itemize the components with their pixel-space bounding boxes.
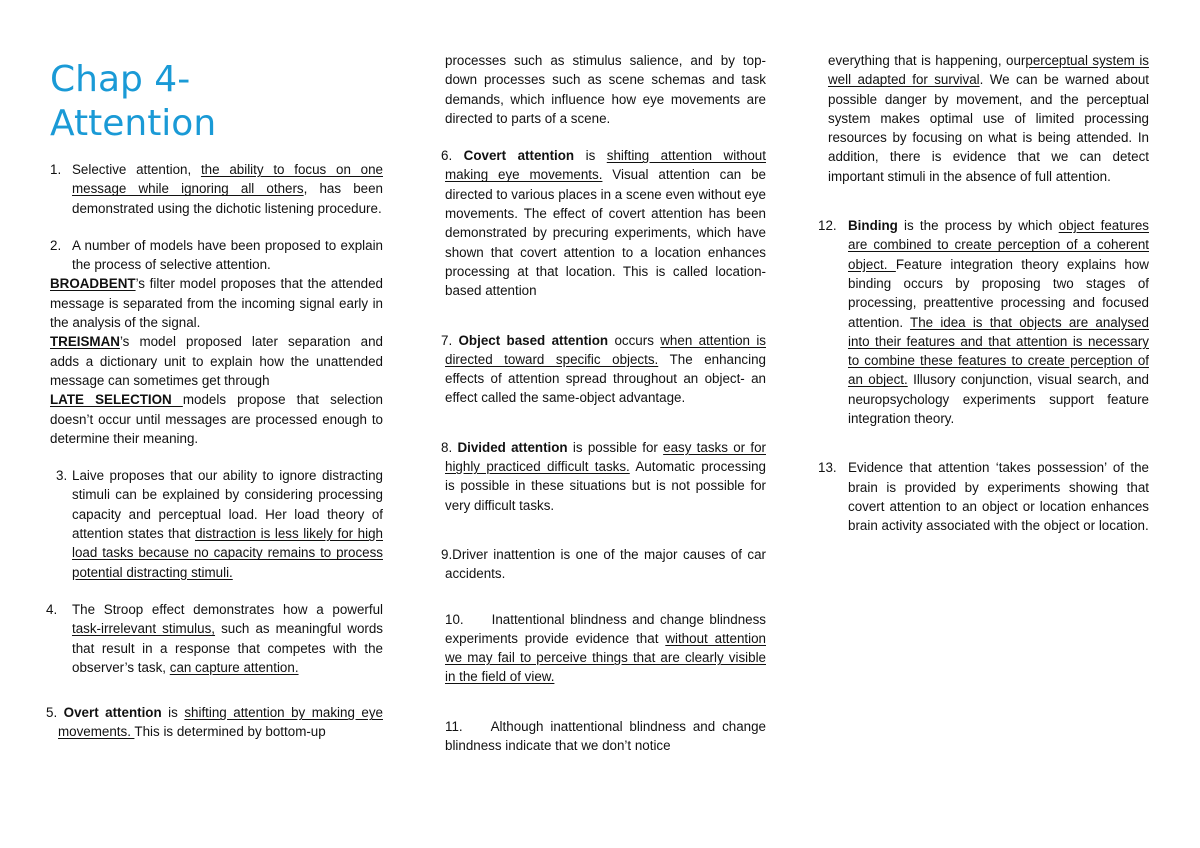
treisman-paragraph xyxy=(50,332,383,390)
item-text: is possible for xyxy=(567,439,664,455)
item-text: A number of models have been proposed to explain the process of selective attention. xyxy=(72,237,383,273)
item-text: Automatic processing is possible in these situations but is not possible for very difficult tasks. xyxy=(445,459,767,513)
item-text: occurs xyxy=(608,332,661,348)
late-selection-text: models propose that selection doesn’t occur until messages are processed enough to determine their meaning. xyxy=(50,392,383,446)
broadbent-paragraph xyxy=(50,274,383,332)
item-underline: perceptual system is well adapted for survival xyxy=(828,53,1149,88)
item-term: Overt attention xyxy=(63,705,162,721)
item-3 xyxy=(50,466,383,582)
item-text: Visual attention can be directed to various places in a scene even without eye movements. The effect of covert attention has been demonstrated by precuring experiments, which have shown that covert attention to a location enhances processing at that location. This is called location-based attention xyxy=(445,167,766,299)
item-text: Driver inattention is one of the major causes of car accidents. xyxy=(445,546,766,582)
item-number: 4. xyxy=(46,601,58,617)
item-number: 9. xyxy=(441,546,453,562)
item-text: Evidence that attention ‘takes possession’ of the brain is provided by experiments showing that covert attention to an object or location enhances brain activity associated with the object or location. xyxy=(848,460,1149,534)
item-4 xyxy=(46,600,383,677)
item-2 xyxy=(50,236,383,275)
item-1 xyxy=(50,160,383,218)
item-9 xyxy=(441,545,766,584)
broadbent-text: ’s filter model proposes that the attended message is separated from the incoming signal early in the analysis of the signal. xyxy=(50,276,383,331)
item-number: 10. xyxy=(445,611,464,627)
column-1 xyxy=(46,50,383,742)
item-13 xyxy=(818,458,1149,535)
item-6 xyxy=(441,146,766,300)
item-term: Covert attention xyxy=(463,148,575,164)
item-text: is xyxy=(161,705,185,721)
item-8 xyxy=(441,438,767,515)
column-3 xyxy=(818,51,1149,536)
item-number: 2. xyxy=(50,237,62,253)
item-underline: without attention we may fail to perceive things that are clearly visible in the field of view. xyxy=(445,630,766,685)
item-number: 1. xyxy=(50,162,62,177)
page-title xyxy=(50,58,383,146)
item-underline: when attention is directed toward specific objects. xyxy=(445,332,766,367)
item-number: 13. xyxy=(818,460,837,476)
item-underline: object features are combined to create perception of a coherent object. xyxy=(848,218,1149,272)
title-line-1: Chap 4- xyxy=(50,59,191,100)
item-11-continued xyxy=(828,51,1149,186)
title-line-2: Attention xyxy=(50,103,217,144)
item-underline: The idea is that objects are analysed into their features and that attention is necessary to combine these features to create perception of an object. xyxy=(848,314,1149,388)
item-underline: the ability to focus on one message while ignoring all others xyxy=(72,162,383,197)
item-term: Divided attention xyxy=(457,439,568,455)
item-underline: shifting attention by making eye movements. xyxy=(58,705,383,740)
item-text: Laive proposes that our ability to ignore distracting stimuli can be explained by considering processing capacity and perceptual load. Her load theory of attention states that xyxy=(72,468,383,542)
item-underline: can capture attention. xyxy=(169,659,299,675)
item-7 xyxy=(441,331,766,408)
item-text: . We can be warned about possible danger by movement, and the perceptual system makes optimal use of limited processing resources by focusing on what is being attended. In addition, there is evidence that we can detect important stimuli in the absence of full attention. xyxy=(828,72,1149,184)
item-number: 8. xyxy=(441,439,453,455)
item-text: is xyxy=(574,148,607,164)
item-text: This is determined by bottom-up xyxy=(134,724,326,740)
item-12 xyxy=(818,216,1149,428)
item-5-continued: processes such as stimulus salience, and by top-down processes such as scene schemas and task demands, which influence how eye movements are directed to parts of a scene. xyxy=(445,53,766,126)
item-11 xyxy=(445,717,766,756)
treisman-name: TREISMAN xyxy=(50,334,120,350)
item-number: 6. xyxy=(441,148,453,164)
item-underline: task-irrelevant stimulus, xyxy=(72,621,216,637)
item-underline: easy tasks or for highly practiced difficult tasks. xyxy=(445,439,766,475)
item-text: such as meaningful words that result in a response that competes with the observer’s task, xyxy=(72,621,383,675)
late-selection-name: LATE SELECTION xyxy=(50,392,183,408)
item-10 xyxy=(445,610,766,687)
item-number: 11. xyxy=(445,718,463,734)
item-number: 12. xyxy=(818,218,837,234)
item-text: Illusory conjunction, visual search, and neuropsychology experiments support feature integration theory. xyxy=(848,372,1149,427)
item-text: The Stroop effect demonstrates how a powerful xyxy=(72,601,383,617)
item-text: Selective attention, xyxy=(72,162,201,177)
column-2 xyxy=(441,51,767,755)
item-number: 3. xyxy=(56,468,68,484)
item-text: Inattentional blindness and change blindness experiments provide evidence that xyxy=(445,611,766,646)
item-text: everything that is happening, our xyxy=(828,53,1026,68)
item-5 xyxy=(46,703,383,742)
item-number: 7. xyxy=(441,332,453,348)
item-text: , has been demonstrated using the dichotic listening procedure. xyxy=(72,181,383,216)
item-text: The enhancing effects of attention spread throughout an object- an effect called the same-object advantage. xyxy=(445,351,766,406)
treisman-text: ’s model proposed later separation and adds a dictionary unit to explain how the unattended message can sometimes get through xyxy=(50,334,383,388)
item-underline: distraction is less likely for high load tasks because no capacity remains to process potential distracting stimuli. xyxy=(72,526,383,580)
item-term: Binding xyxy=(848,218,898,234)
late-selection-paragraph xyxy=(50,390,383,448)
item-text: Feature integration theory explains how binding occurs by proposing two stages of processing, preattentive processing and focused attention. xyxy=(848,256,1149,330)
item-term: Object based attention xyxy=(458,332,609,348)
item-number: 5. xyxy=(46,705,58,721)
item-text: is the process by which xyxy=(897,218,1059,234)
item-underline: shifting attention without making eye movements. xyxy=(445,148,766,183)
item-text: Although inattentional blindness and change blindness indicate that we don’t notice xyxy=(445,718,766,754)
broadbent-name: BROADBENT xyxy=(50,276,136,292)
